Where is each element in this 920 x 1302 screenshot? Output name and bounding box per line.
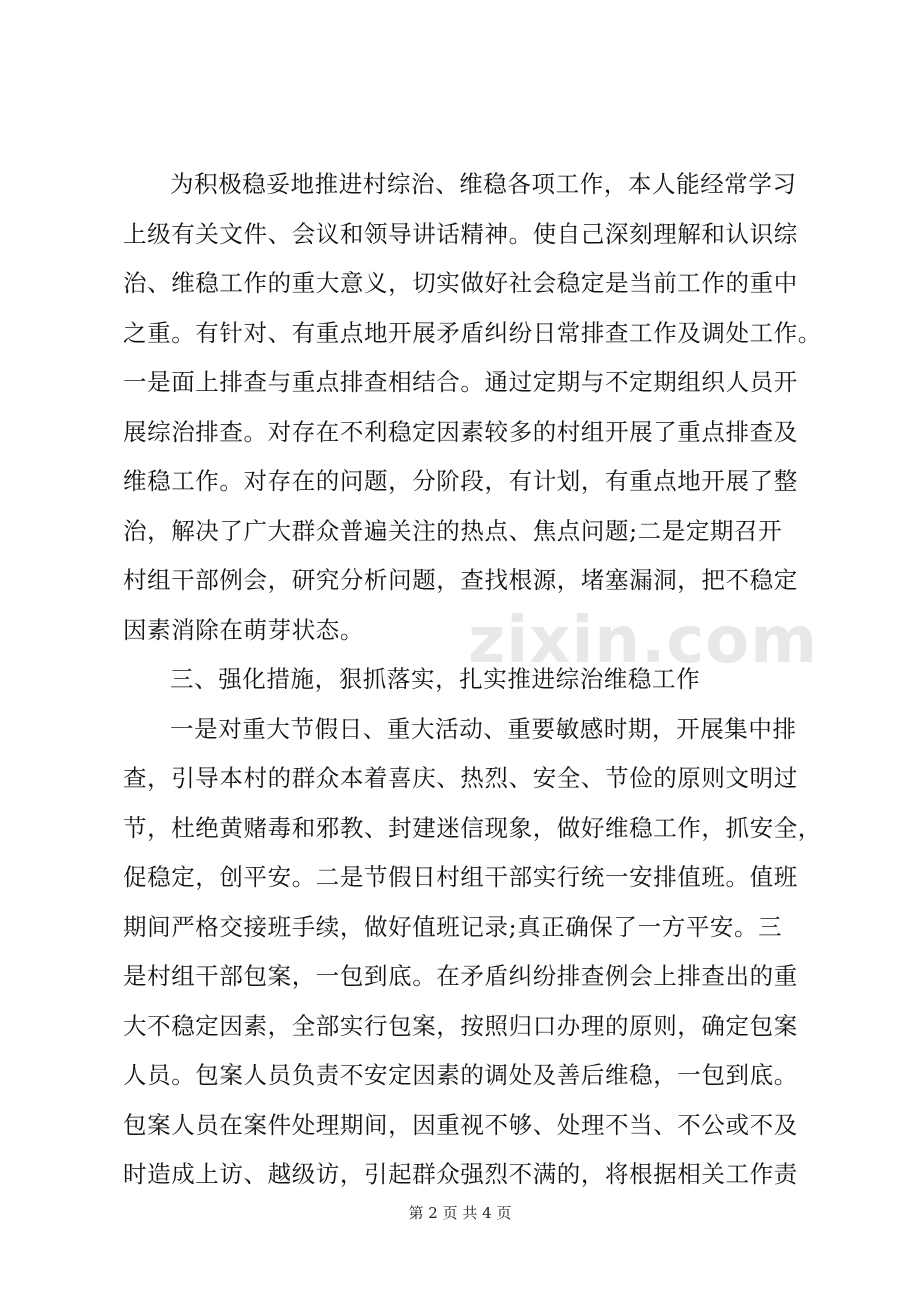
paragraph-line: 上级有关文件、会议和领导讲话精神。使自己深刻理解和认识综 (123, 219, 798, 248)
paragraph-line: 人员。包案人员负责不安定因素的调处及善后维稳，一包到底。 (123, 1061, 798, 1089)
paragraph-line: 为积极稳妥地推进村综治、维稳各项工作，本人能经常学习 (170, 170, 797, 198)
paragraph-line: 是村组干部包案，一包到底。在矛盾纠纷排查例会上排查出的重 (123, 962, 798, 990)
paragraph-line: 之重。有针对、有重点地开展矛盾纠纷日常排查工作及调处工作。 (123, 318, 822, 347)
paragraph-line: 大不稳定因素，全部实行包案，按照归口办理的原则，确定包案 (123, 1011, 798, 1040)
paragraph-line: 维稳工作。对存在的问题，分阶段，有计划，有重点地开展了整 (123, 467, 798, 495)
paragraph-line: 一是面上排查与重点排查相结合。通过定期与不定期组织人员开 (123, 368, 798, 396)
paragraph-line: 治，解决了广大群众普遍关注的热点、焦点问题;二是定期召开 (123, 516, 783, 545)
page-footer (0, 1202, 920, 1223)
paragraph-line: 一是对重大节假日、重大活动、重要敏感时期，开展集中排 (170, 714, 797, 743)
paragraph-line: 节，杜绝黄赌毒和邪教、封建迷信现象，做好维稳工作，抓安全， (123, 813, 822, 842)
page-number-label: 第 2 页 共 4 页 (408, 1204, 512, 1222)
paragraph-line: 查，引导本村的群众本着喜庆、热烈、安全、节俭的原则文明过 (123, 764, 798, 792)
watermark: zixin.com (468, 604, 818, 678)
paragraph-line: 村组干部例会，研究分析问题，查找根源，堵塞漏洞，把不稳定 (123, 566, 798, 594)
paragraph-line: 因素消除在萌芽状态。 (123, 615, 364, 644)
paragraph-line: 治、维稳工作的重大意义，切实做好社会稳定是当前工作的重中 (123, 269, 798, 297)
section-heading: 三、强化措施，狠抓落实，扎实推进综治维稳工作 (170, 665, 701, 693)
paragraph-line: 时造成上访、越级访，引起群众强烈不满的，将根据相关工作责 (123, 1160, 798, 1188)
paragraph-line: 期间严格交接班手续，做好值班记录;真正确保了一方平安。三 (123, 912, 783, 941)
paragraph-line: 包案人员在案件处理期间，因重视不够、处理不当、不公或不及 (123, 1110, 798, 1139)
paragraph-line: 促稳定，创平安。二是节假日村组干部实行统一安排值班。值班 (123, 863, 798, 891)
document-body (123, 160, 822, 1200)
paragraph-line: 展综治排查。对存在不利稳定因素较多的村组开展了重点排查及 (123, 417, 798, 446)
